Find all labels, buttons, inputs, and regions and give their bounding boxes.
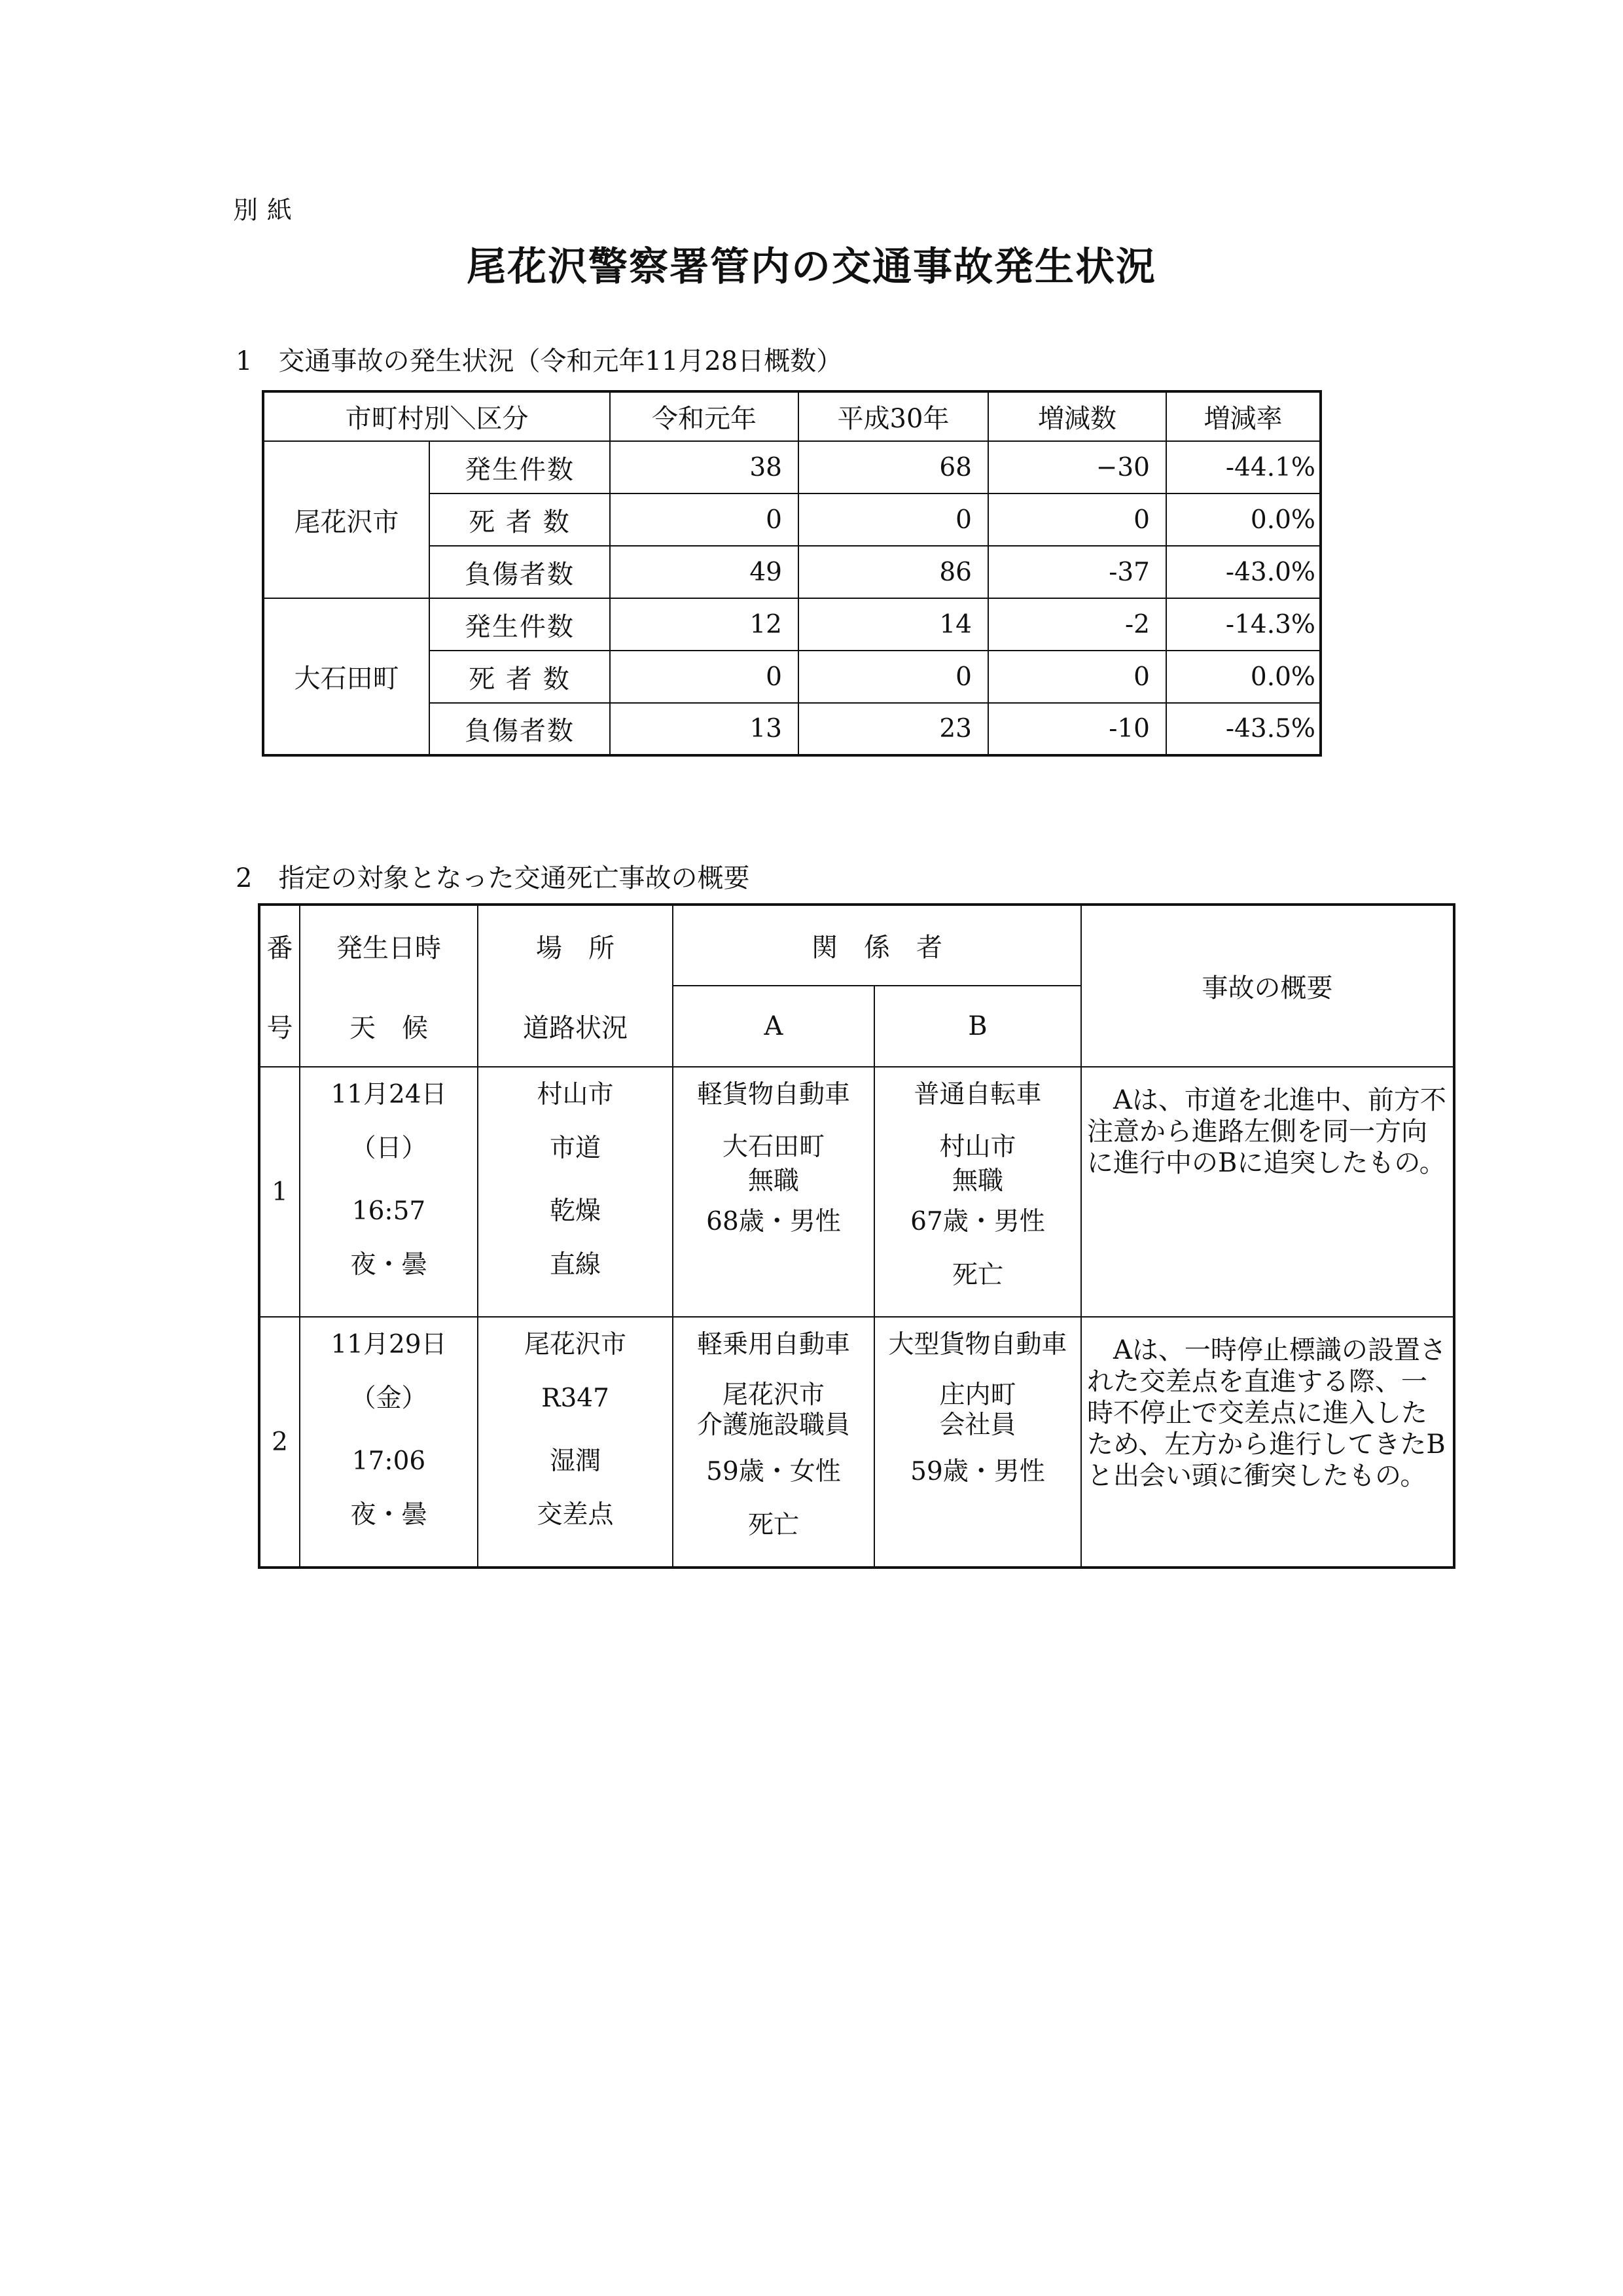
value-rate: -44.1% bbox=[1166, 441, 1321, 493]
page-title: 尾花沢警察署管内の交通事故発生状況 bbox=[467, 244, 1156, 290]
value-h30: 86 bbox=[798, 546, 988, 598]
b-residence-job bbox=[875, 1130, 1080, 1209]
value-h30: 0 bbox=[798, 493, 988, 546]
value-rate: 0.0% bbox=[1166, 651, 1321, 703]
section1-heading: 1 交通事故の発生状況（令和元年11月28日概数） bbox=[236, 346, 843, 376]
time: 16:57 bbox=[351, 1196, 426, 1226]
value-diff: -10 bbox=[988, 703, 1166, 755]
day: （日） bbox=[350, 1134, 427, 1163]
b-age: 67歳・男性 bbox=[910, 1207, 1045, 1236]
row-category: 負傷者数 bbox=[429, 703, 610, 755]
header-date: 発生日時 bbox=[300, 905, 478, 986]
value-h30: 0 bbox=[798, 651, 988, 703]
date-cell bbox=[300, 1067, 478, 1317]
header-h30: 平成30年 bbox=[798, 391, 988, 441]
time: 17:06 bbox=[351, 1446, 426, 1476]
row-category: 負傷者数 bbox=[429, 546, 610, 598]
a-job: 無職 bbox=[747, 1166, 799, 1196]
header-road: 道路状況 bbox=[478, 986, 673, 1067]
value-r1: 0 bbox=[610, 493, 798, 546]
road-type: R347 bbox=[541, 1384, 609, 1413]
header-category: 市町村別＼区分 bbox=[263, 391, 610, 441]
value-r1: 0 bbox=[610, 651, 798, 703]
accident-statistics-table bbox=[262, 390, 1322, 757]
value-r1: 12 bbox=[610, 598, 798, 651]
header-diff: 増減数 bbox=[988, 391, 1166, 441]
value-diff: −30 bbox=[988, 441, 1166, 493]
alignment: 直線 bbox=[549, 1250, 601, 1280]
surface: 乾燥 bbox=[549, 1196, 601, 1226]
place: 尾花沢市 bbox=[524, 1330, 626, 1359]
b-status: 死亡 bbox=[952, 1261, 1003, 1290]
section2-heading: 2 指定の対象となった交通死亡事故の概要 bbox=[236, 863, 750, 893]
value-rate: -14.3% bbox=[1166, 598, 1321, 651]
value-r1: 49 bbox=[610, 546, 798, 598]
b-residence: 庄内町 bbox=[939, 1380, 1016, 1410]
header-party-b: B bbox=[874, 986, 1081, 1067]
value-rate: -43.0% bbox=[1166, 546, 1321, 598]
surface: 湿潤 bbox=[549, 1446, 601, 1476]
attachment-label: 別紙 bbox=[233, 196, 302, 224]
header-rate: 増減率 bbox=[1166, 391, 1321, 441]
a-residence-job bbox=[673, 1380, 874, 1459]
b-vehicle: 普通自転車 bbox=[914, 1080, 1042, 1109]
value-h30: 68 bbox=[798, 441, 988, 493]
row-category: 発生件数 bbox=[429, 598, 610, 651]
row-category: 死 者 数 bbox=[429, 651, 610, 703]
a-residence: 尾花沢市 bbox=[722, 1380, 825, 1410]
day: （金） bbox=[350, 1384, 427, 1413]
party-a-cell bbox=[673, 1317, 874, 1568]
table-row bbox=[263, 598, 1321, 651]
table-row bbox=[259, 1067, 1454, 1317]
table-row bbox=[263, 441, 1321, 493]
weather: 夜・曇 bbox=[350, 1500, 427, 1530]
a-age: 59歳・女性 bbox=[706, 1457, 841, 1486]
row-category: 死 者 数 bbox=[429, 493, 610, 546]
a-vehicle: 軽貨物自動車 bbox=[696, 1080, 850, 1109]
date: 11月29日 bbox=[330, 1330, 447, 1359]
value-h30: 23 bbox=[798, 703, 988, 755]
a-status: 死亡 bbox=[747, 1511, 799, 1540]
accident-no: 1 bbox=[259, 1067, 300, 1317]
party-b-cell bbox=[874, 1317, 1081, 1568]
header-place: 場 所 bbox=[478, 905, 673, 986]
b-residence-job bbox=[875, 1380, 1080, 1459]
place-cell bbox=[478, 1317, 673, 1568]
value-r1: 13 bbox=[610, 703, 798, 755]
value-rate: 0.0% bbox=[1166, 493, 1321, 546]
value-diff: 0 bbox=[988, 651, 1166, 703]
table-header-row bbox=[259, 905, 1454, 986]
value-diff: -37 bbox=[988, 546, 1166, 598]
weather: 夜・曇 bbox=[350, 1250, 427, 1280]
party-a-cell bbox=[673, 1067, 874, 1317]
alignment: 交差点 bbox=[537, 1500, 614, 1530]
b-residence: 村山市 bbox=[939, 1132, 1016, 1162]
party-b-cell bbox=[874, 1067, 1081, 1317]
table-row bbox=[259, 1317, 1454, 1568]
b-vehicle: 大型貨物自動車 bbox=[888, 1330, 1067, 1359]
accident-no: 2 bbox=[259, 1317, 300, 1568]
city-name: 大石田町 bbox=[263, 598, 429, 755]
a-job: 介護施設職員 bbox=[696, 1410, 850, 1440]
b-job: 無職 bbox=[952, 1166, 1003, 1196]
a-residence: 大石田町 bbox=[722, 1132, 825, 1162]
value-diff: -2 bbox=[988, 598, 1166, 651]
row-category: 発生件数 bbox=[429, 441, 610, 493]
a-vehicle: 軽乗用自動車 bbox=[696, 1330, 850, 1359]
header-party-a: A bbox=[673, 986, 874, 1067]
header-parties: 関 係 者 bbox=[673, 905, 1081, 986]
header-no-bottom: 号 bbox=[259, 986, 300, 1067]
value-rate: -43.5% bbox=[1166, 703, 1321, 755]
place-cell bbox=[478, 1067, 673, 1317]
header-r1: 令和元年 bbox=[610, 391, 798, 441]
header-summary: 事故の概要 bbox=[1081, 905, 1454, 1067]
place: 村山市 bbox=[537, 1080, 614, 1109]
date: 11月24日 bbox=[330, 1080, 447, 1109]
b-job: 会社員 bbox=[939, 1410, 1016, 1440]
header-weather: 天 候 bbox=[300, 986, 478, 1067]
b-age: 59歳・男性 bbox=[910, 1457, 1045, 1486]
value-h30: 14 bbox=[798, 598, 988, 651]
fatal-accident-table bbox=[258, 903, 1455, 1569]
a-age: 68歳・男性 bbox=[706, 1207, 841, 1236]
value-diff: 0 bbox=[988, 493, 1166, 546]
value-r1: 38 bbox=[610, 441, 798, 493]
a-residence-job bbox=[673, 1130, 874, 1209]
header-no-top: 番 bbox=[259, 905, 300, 986]
accident-summary: Aは、市道を北進中、前方不注意から進路左側を同一方向に進行中のBに追突したもの。 bbox=[1081, 1067, 1454, 1317]
city-name: 尾花沢市 bbox=[263, 441, 429, 598]
table-header-row bbox=[263, 391, 1321, 441]
road-type: 市道 bbox=[549, 1134, 601, 1163]
accident-summary: Aは、一時停止標識の設置された交差点を直進する際、一時不停止で交差点に進入したため、左方から進行してきたBと出会い頭に衝突したもの。 bbox=[1081, 1317, 1454, 1568]
date-cell bbox=[300, 1317, 478, 1568]
